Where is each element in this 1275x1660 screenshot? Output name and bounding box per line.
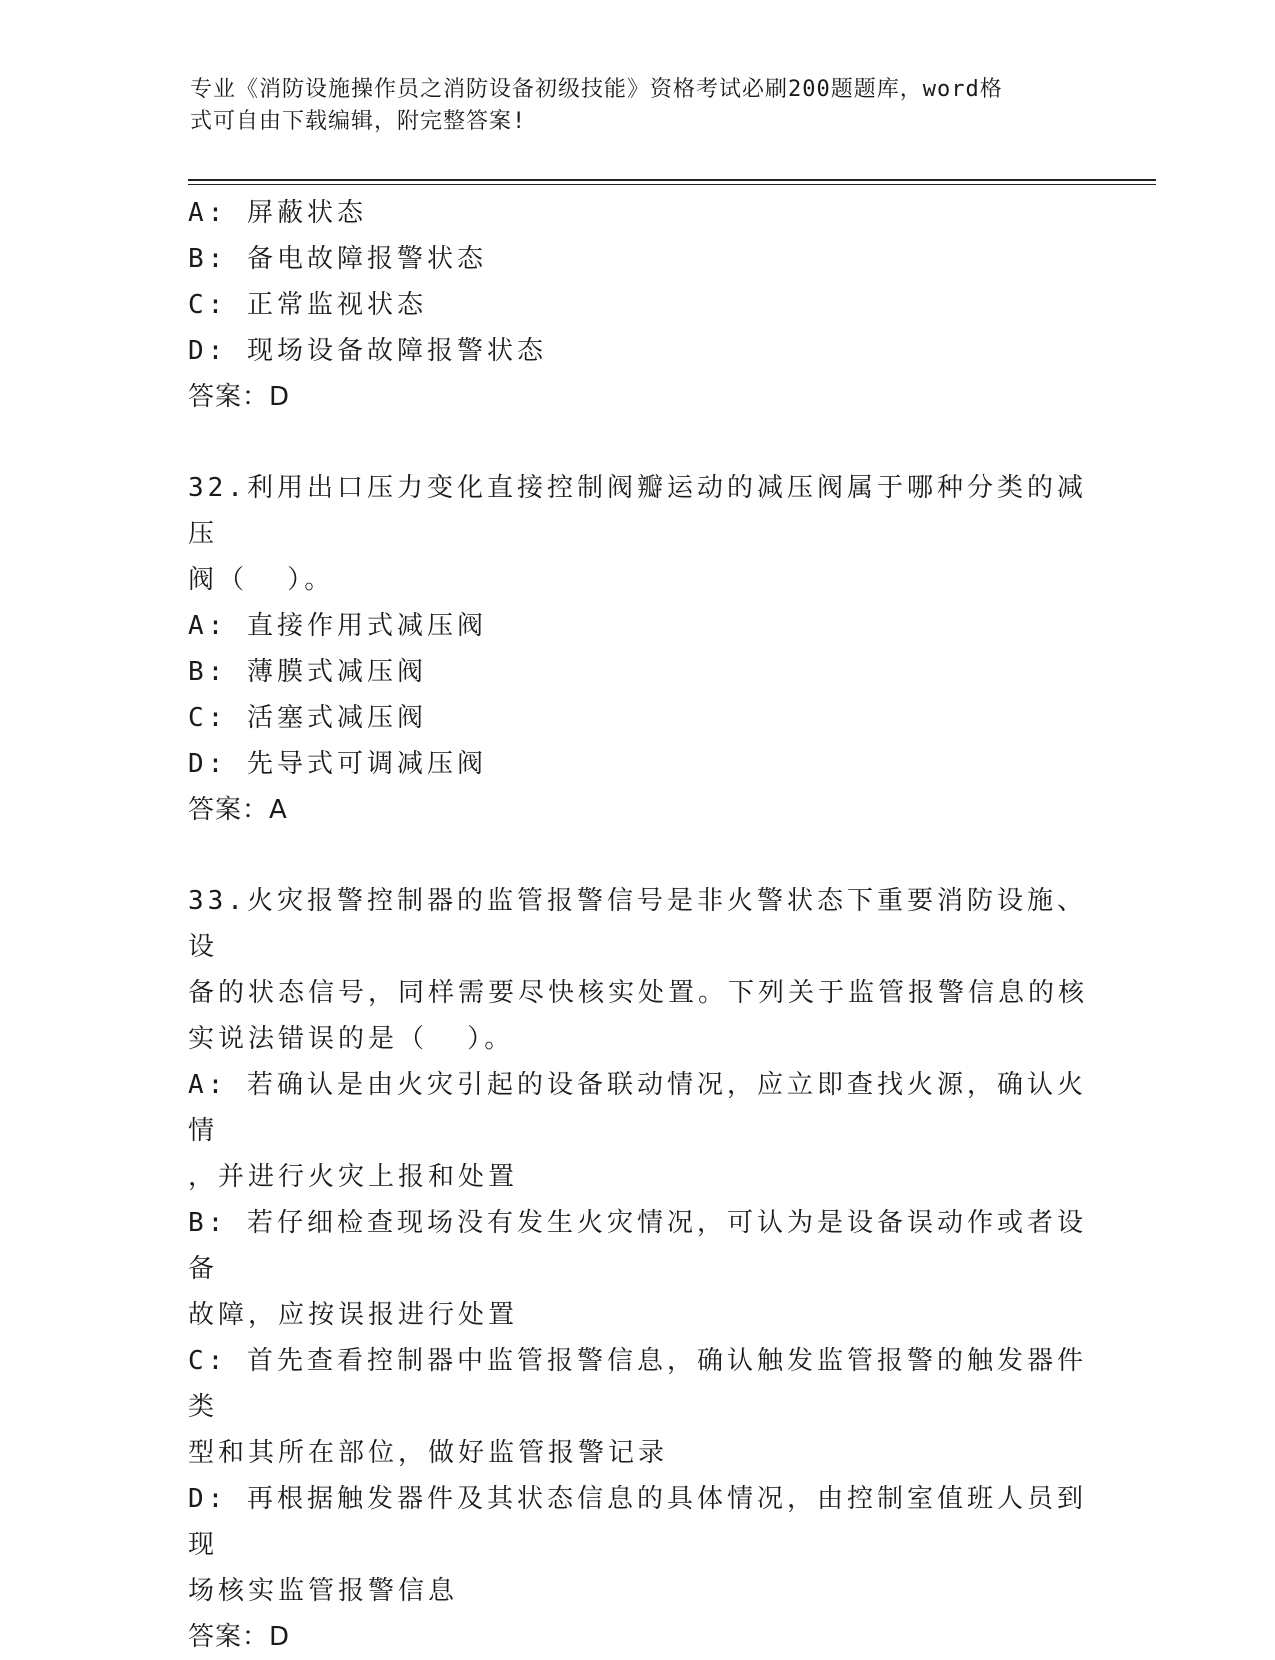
question-33 xyxy=(188,878,1088,1660)
answer: 答案：A xyxy=(188,795,288,825)
option-c: C: 活塞式减压阀 xyxy=(188,703,427,733)
header-divider-thin xyxy=(188,184,1156,185)
answer: 答案：D xyxy=(188,382,291,412)
option-a: A: 屏蔽状态 xyxy=(188,198,367,228)
option-b: B: 备电故障报警状态 xyxy=(188,244,487,274)
question-32 xyxy=(188,465,1088,833)
option-c-line-2: 型和其所在部位，做好监管报警记录 xyxy=(188,1438,669,1468)
option-d-line-2: 场核实监管报警信息 xyxy=(188,1576,459,1606)
option-c: C: 正常监视状态 xyxy=(188,290,427,320)
option-d: D: 先导式可调减压阀 xyxy=(188,749,487,779)
question-stem-line-2: 备的状态信号，同样需要尽快核实处置。下列关于监管报警信息的核 xyxy=(188,978,1089,1008)
option-d: D: 现场设备故障报警状态 xyxy=(188,336,547,366)
answer: 答案：D xyxy=(188,1622,291,1652)
option-a: A: 直接作用式减压阀 xyxy=(188,611,487,641)
spacer xyxy=(188,833,1088,878)
option-a-line-1: A: 若确认是由火灾引起的设备联动情况，应立即查找火源，确认火情 xyxy=(188,1070,1087,1146)
option-c-line-1: C: 首先查看控制器中监管报警信息，确认触发监管报警的触发器件类 xyxy=(188,1346,1087,1422)
option-b-line-1: B: 若仔细检查现场没有发生火灾情况，可认为是设备误动作或者设备 xyxy=(188,1208,1087,1284)
question-list xyxy=(188,190,1088,1660)
question-stem-line-1: 33.火灾报警控制器的监管报警信号是非火警状态下重要消防设施、设 xyxy=(188,886,1087,962)
question-stem-line-2: 阀（ ）。 xyxy=(188,565,335,595)
header-divider-thick xyxy=(188,179,1156,181)
header-line-1: 专业《消防设施操作员之消防设备初级技能》资格考试必刷200题题库，word格 xyxy=(190,77,1003,102)
question-stem-line-3: 实说法错误的是（ ）。 xyxy=(188,1024,515,1054)
option-b-line-2: 故障，应按误报进行处置 xyxy=(188,1300,519,1330)
header-line-2: 式可自由下载编辑，附完整答案! xyxy=(190,109,527,134)
document-header xyxy=(190,74,1070,138)
option-d-line-1: D: 再根据触发器件及其状态信息的具体情况，由控制室值班人员到现 xyxy=(188,1484,1087,1560)
option-b: B: 薄膜式减压阀 xyxy=(188,657,427,687)
question-stem-line-1: 32.利用出口压力变化直接控制阀瓣运动的减压阀属于哪种分类的减压 xyxy=(188,473,1087,549)
question-31 xyxy=(188,190,1088,420)
spacer xyxy=(188,420,1088,465)
option-a-line-2: ，并进行火灾上报和处置 xyxy=(188,1162,519,1192)
